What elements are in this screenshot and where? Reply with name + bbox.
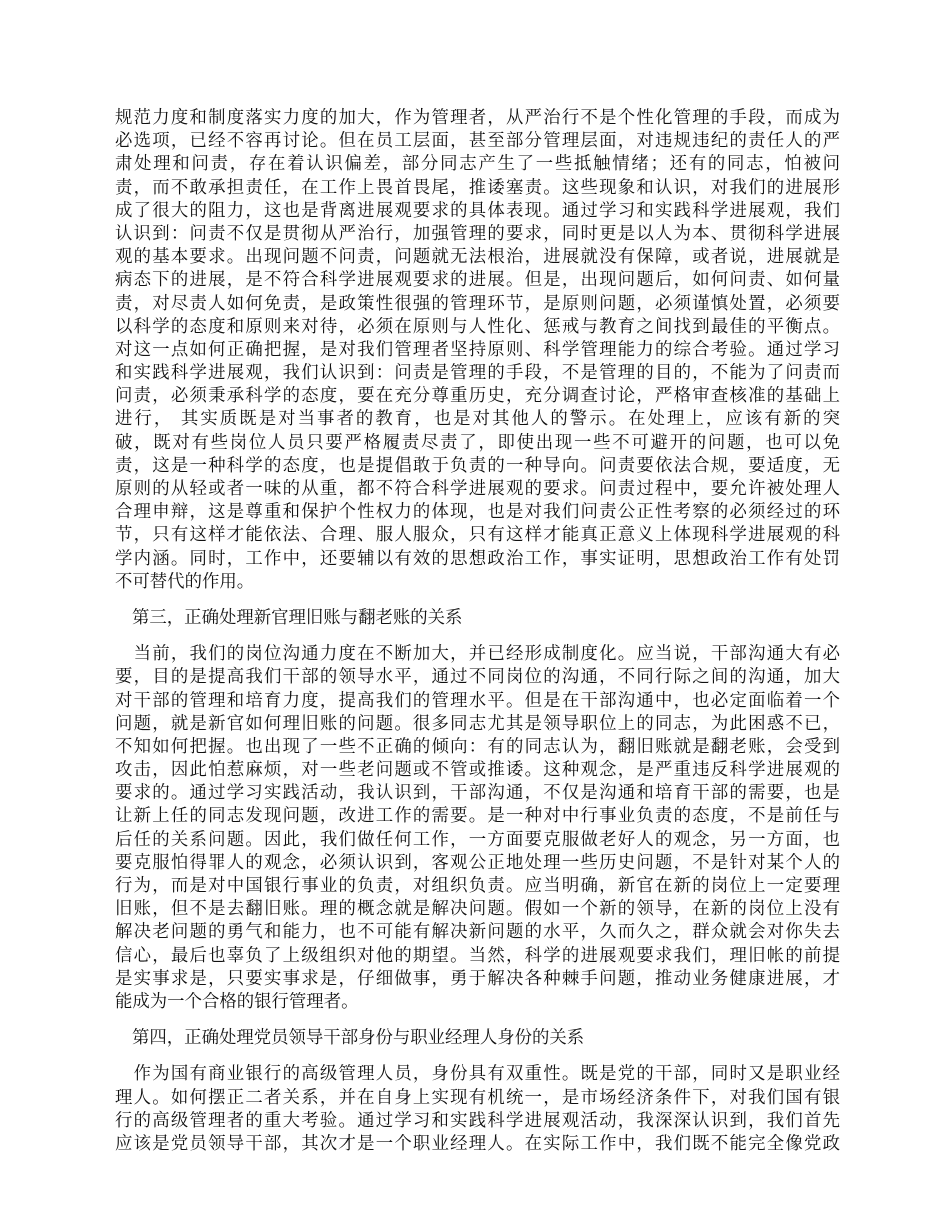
paragraph-spacer (115, 1050, 840, 1063)
text-line: 认识到：问责不仅是贯彻从严治行，加强管理的要求，同时更是以人为本、贯彻科学进展 (115, 223, 840, 244)
text-line: 责，而不敢承担责任，在工作上畏首畏尾，推诿塞责。这些现象和认识，对我们的进展形 (115, 177, 840, 198)
text-line: 原则的从轻或者一味的从重，都不符合科学进展观的要求。问责过程中，要允许被处理人 (115, 479, 840, 499)
text-line: 责，这是一种科学的态度，也是提倡敢于负责的一种导向。问责要依法合规，要适度，无 (115, 455, 840, 476)
text-line: 应该是党员领导干部，其次才是一个职业经理人。在实际工作中，我们既不能完全像党政 (115, 1133, 840, 1154)
text-line: 不可替代的作用。 (115, 571, 255, 592)
paragraph-dual-identity (115, 1063, 840, 1156)
text-line: 观的基本要求。出现问题不问责，问题就无法根治，进展就没有保障，或者说，进展就是 (115, 247, 840, 268)
text-line: 解决老问题的勇气和能力，也不可能有解决新问题的水平，久而久之，群众就会对你失去 (115, 922, 840, 943)
paragraph-spacer (115, 594, 840, 607)
text-line: 和实践科学进展观，我们认识到：问责是管理的手段，不是管理的目的，不能为了问责而 (115, 363, 840, 384)
paragraph-accountability (115, 107, 840, 594)
text-line: 合理申辩，这是尊重和保护个性权力的体现，也是对我们问责公正性考察的必须经过的环 (115, 502, 840, 523)
paragraph-spacer (115, 630, 840, 643)
text-line: 能成为一个合格的银行管理者。 (115, 991, 359, 1012)
text-line: 问责，必须秉承科学的态度，要在充分尊重历史，充分调查讨论，严格审查核准的基础上 (115, 386, 840, 407)
text-line: 对干部的管理和培育力度，提高我们的管理水平。但是在干部沟通中，也必定面临着一个 (115, 690, 840, 711)
text-line: 让新上任的同志发现问题，改进工作的需要。是一种对中行事业负责的态度，不是前任与 (115, 806, 840, 827)
text-line: 信心，最后也辜负了上级组织对他的期望。当然，科学的进展观要求我们，理旧帐的前提 (115, 945, 840, 966)
text-line: 理人。如何摆正二者关系，并在自身上实现有机统一，是市场经济条件下，对我们国有银 (115, 1087, 840, 1108)
text-line: 要求的。通过学习实践活动，我认识到，干部沟通，不仅是沟通和培育干部的需要，也是 (115, 783, 840, 804)
section-heading-fourth: 第四，正确处理党员领导干部身份与职业经理人身份的关系 (132, 1028, 585, 1049)
text-line: 破，既对有些岗位人员只要严格履责尽责了，即使出现一些不可避开的问题，也可以免 (115, 432, 840, 453)
text-line: 问题，就是新官如何理旧账的问题。很多同志尤其是领导职位上的同志，为此困惑不已， (115, 713, 840, 734)
section-heading-third: 第三，正确处理新官理旧账与翻老账的关系 (132, 607, 463, 628)
text-line: 当前，我们的岗位沟通力度在不断加大，并已经形成制度化。应当说，干部沟通大有必 (115, 644, 840, 665)
text-line: 规范力度和制度落实力度的加大，作为管理者，从严治行不是个性化管理的手段，而成为 (115, 108, 840, 128)
paragraph-old-accounts (115, 643, 840, 1014)
text-line: 作为国有商业银行的高级管理人员，身份具有双重性。既是党的干部，同时又是职业经 (115, 1064, 840, 1085)
document-body (115, 107, 840, 1156)
text-line: 行的高级管理者的重大考验。通过学习和实践科学进展观活动，我深深认识到，我们首先 (115, 1110, 840, 1131)
text-line: 是实事求是，只要实事求是，仔细做事，勇于解决各种棘手问题，推动业务健康进展，才 (115, 968, 840, 989)
text-line: 要，目的是提高我们干部的领导水平，通过不同岗位的沟通，不同行际之间的沟通，加大 (115, 667, 840, 688)
text-line: 攻击，因此怕惹麻烦，对一些老问题或不管或推诿。这种观念，是严重违反科学进展观的 (115, 760, 840, 781)
text-line: 行为，而是对中国银行事业的负责，对组织负责。应当明确，新官在新的岗位上一定要理 (115, 876, 840, 896)
text-line: 责，对尽责人如何免责，是政策性很强的管理环节，是原则问题，必须谨慎处置，必须要 (115, 293, 840, 314)
text-line: 旧账，但不是去翻旧账。理的概念就是解决问题。假如一个新的领导，在新的岗位上没有 (115, 899, 840, 920)
text-line: 后任的关系问题。因此，我们做任何工作，一方面要克服做老好人的观念，另一方面，也 (115, 829, 840, 850)
text-line: 必选项，已经不容再讨论。但在员工层面，甚至部分管理层面，对违规违纪的责任人的严 (115, 131, 840, 152)
text-line: 病态下的进展，是不符合科学进展观要求的进展。但是，出现问题后，如何问责、如何量 (115, 270, 840, 291)
text-line: 进行， 其实质既是对当事者的教育，也是对其他人的警示。在处理上，应该有新的突 (115, 409, 840, 430)
text-line: 肃处理和问责，存在着认识偏差，部分同志产生了一些抵触情绪；还有的同志，怕被问 (115, 154, 840, 175)
text-line: 学内涵。同时，工作中，还要辅以有效的思想政治工作，事实证明，思想政治工作有处罚 (115, 548, 840, 569)
text-line: 要克服怕得罪人的观念，必须认识到，客观公正地处理一些历史问题，不是针对某个人的 (115, 852, 840, 873)
text-line: 成了很大的阻力，这也是背离进展观要求的具体表现。通过学习和实践科学进展观，我们 (115, 200, 840, 221)
text-line: 对这一点如何正确把握，是对我们管理者坚持原则、科学管理能力的综合考验。通过学习 (115, 339, 840, 360)
text-line: 不知如何把握。也出现了一些不正确的倾向：有的同志认为，翻旧账就是翻老账，会受到 (115, 736, 840, 757)
paragraph-spacer (115, 1014, 840, 1027)
text-line: 以科学的态度和原则来对待，必须在原则与人性化、惩戒与教育之间找到最佳的平衡点。 (115, 316, 840, 337)
text-line: 节，只有这样才能依法、合理、服人服众，只有这样才能真正意义上体现科学进展观的科 (115, 525, 840, 546)
